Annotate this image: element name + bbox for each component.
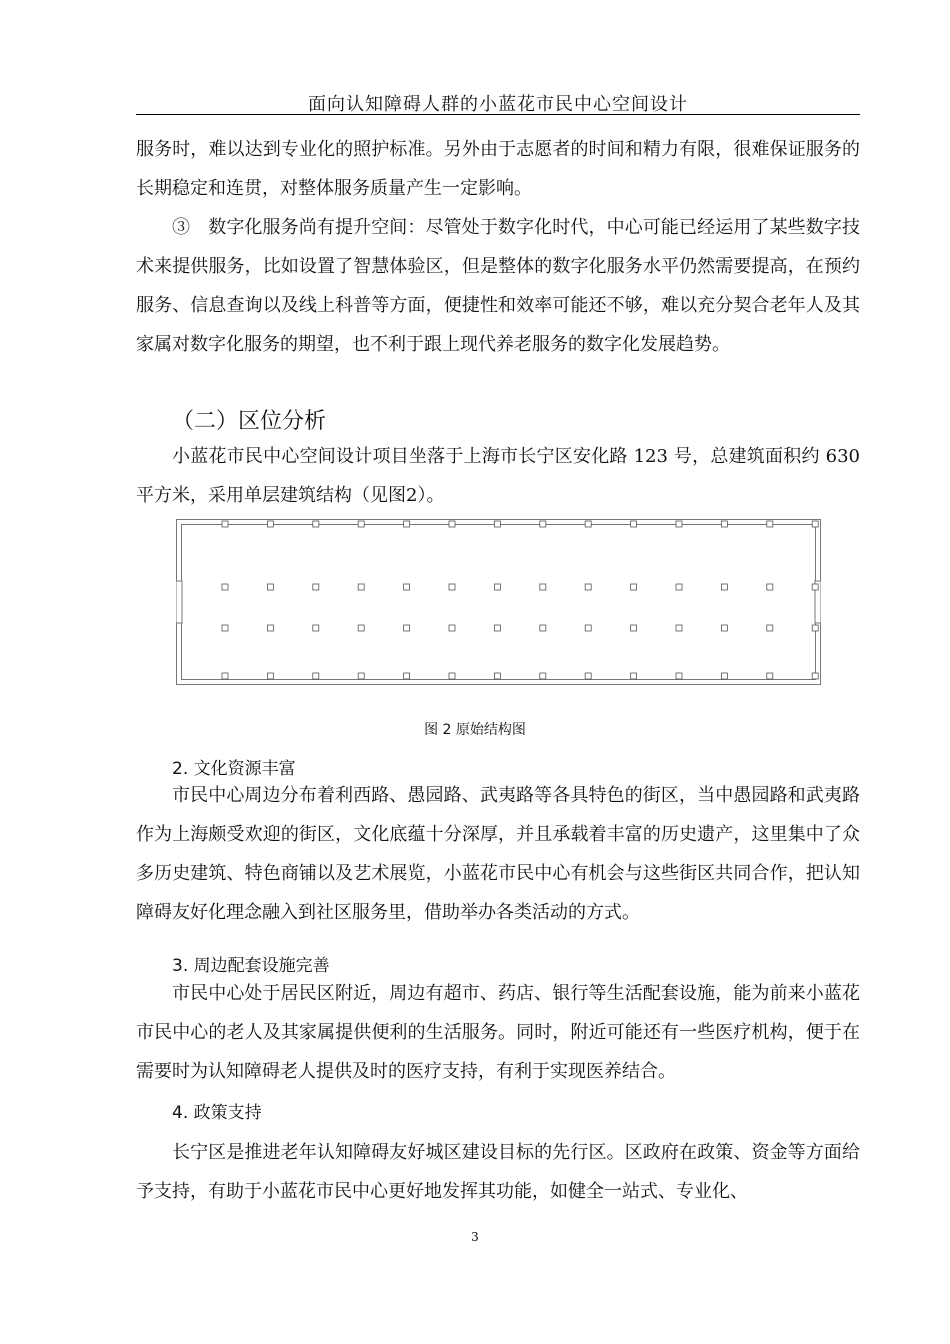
column-marker: [222, 625, 228, 631]
structural-columns: [222, 521, 818, 679]
column-marker: [404, 521, 410, 527]
paragraph-project-location: 小蓝花市民中心空间设计项目坐落于上海市长宁区安化路 123 号，总建筑面积约 630 平方米，采用单层建筑结构（见图2）。: [136, 446, 860, 506]
column-marker: [631, 521, 637, 527]
column-marker: [404, 625, 410, 631]
column-marker: [812, 521, 818, 527]
figure-caption: 图 2 原始结构图: [424, 722, 526, 738]
page-header-title: 面向认知障碍人群的小蓝花市民中心空间设计: [308, 94, 688, 115]
column-marker: [267, 584, 273, 590]
column-marker: [631, 673, 637, 679]
column-marker: [449, 584, 455, 590]
column-marker: [494, 625, 500, 631]
column-marker: [404, 584, 410, 590]
column-marker: [313, 521, 319, 527]
column-marker: [676, 521, 682, 527]
column-marker: [767, 625, 773, 631]
column-marker: [494, 673, 500, 679]
column-marker: [222, 521, 228, 527]
column-marker: [449, 673, 455, 679]
column-marker: [767, 584, 773, 590]
column-marker: [267, 625, 273, 631]
column-marker: [313, 584, 319, 590]
original-structure-diagram: [176, 519, 821, 685]
column-marker: [540, 521, 546, 527]
column-marker: [585, 584, 591, 590]
paragraph-cultural-resources: 市民中心周边分布着利西路、愚园路、武夷路等各具特色的街区，当中愚园路和武夷路作为上海颇受欢迎的街区，文化底蕴十分深厚，并且承载着丰富的历史遗产，这里集中了众多历史建筑、特色商铺以及艺术展览，小蓝花市民中心有机会与这些街区共同合作，把认知障碍友好化理念融入到社区服务里，借助举办各类活动的方式。: [136, 785, 860, 923]
column-marker: [676, 673, 682, 679]
column-marker: [540, 673, 546, 679]
column-marker: [358, 584, 364, 590]
column-marker: [585, 625, 591, 631]
column-marker: [267, 521, 273, 527]
subheading-policy-support: 4. 政策支持: [172, 1103, 262, 1123]
column-marker: [585, 673, 591, 679]
column-marker: [676, 584, 682, 590]
paragraph-digital-service: ③ 数字化服务尚有提升空间：尽管处于数字化时代，中心可能已经运用了某些数字技术来提供服务，比如设置了智慧体验区，但是整体的数字化服务水平仍然需要提高，在预约服务、信息查询以及线上科普等方面，便捷性和效率可能还不够，难以充分契合老年人及其家属对数字化服务的期望，也不利于跟上现代养老服务的数字化发展趋势。: [136, 217, 860, 355]
inner-wall: [182, 525, 816, 680]
column-marker: [767, 521, 773, 527]
column-marker: [812, 625, 818, 631]
column-marker: [358, 625, 364, 631]
column-marker: [494, 521, 500, 527]
paragraph-volunteer-service: 服务时，难以达到专业化的照护标准。另外由于志愿者的时间和精力有限，很难保证服务的长期稳定和连贯，对整体服务质量产生一定影响。: [136, 139, 860, 199]
page-number: 3: [471, 1230, 479, 1244]
column-marker: [631, 625, 637, 631]
column-marker: [222, 673, 228, 679]
column-marker: [721, 521, 727, 527]
column-marker: [404, 673, 410, 679]
column-marker: [585, 521, 591, 527]
column-marker: [494, 584, 500, 590]
column-marker: [313, 673, 319, 679]
column-marker: [358, 521, 364, 527]
column-marker: [721, 584, 727, 590]
column-marker: [812, 584, 818, 590]
column-marker: [449, 521, 455, 527]
column-marker: [721, 625, 727, 631]
subheading-supporting-facilities: 3. 周边配套设施完善: [172, 956, 330, 976]
wall-opening-left: [176, 581, 182, 623]
column-marker: [358, 673, 364, 679]
column-marker: [812, 673, 818, 679]
column-marker: [267, 673, 273, 679]
column-marker: [676, 625, 682, 631]
column-marker: [631, 584, 637, 590]
subheading-cultural-resources: 2. 文化资源丰富: [172, 759, 296, 779]
paragraph-supporting-facilities: 市民中心处于居民区附近，周边有超市、药店、银行等生活配套设施，能为前来小蓝花市民中心的老人及其家属提供便利的生活服务。同时，附近可能还有一些医疗机构，便于在需要时为认知障碍老人提供及时的医疗支持，有利于实现医养结合。: [136, 983, 860, 1082]
column-marker: [767, 673, 773, 679]
column-marker: [222, 584, 228, 590]
header-divider: [136, 114, 860, 115]
column-marker: [449, 625, 455, 631]
column-marker: [540, 584, 546, 590]
column-marker: [540, 625, 546, 631]
section-heading-location-analysis: （二）区位分析: [172, 409, 327, 434]
paragraph-policy-support: 长宁区是推进老年认知障碍友好城区建设目标的先行区。区政府在政策、资金等方面给予支持，有助于小蓝花市民中心更好地发挥其功能，如健全一站式、专业化、: [136, 1142, 860, 1202]
outer-wall: [177, 520, 821, 685]
column-marker: [313, 625, 319, 631]
column-marker: [721, 673, 727, 679]
